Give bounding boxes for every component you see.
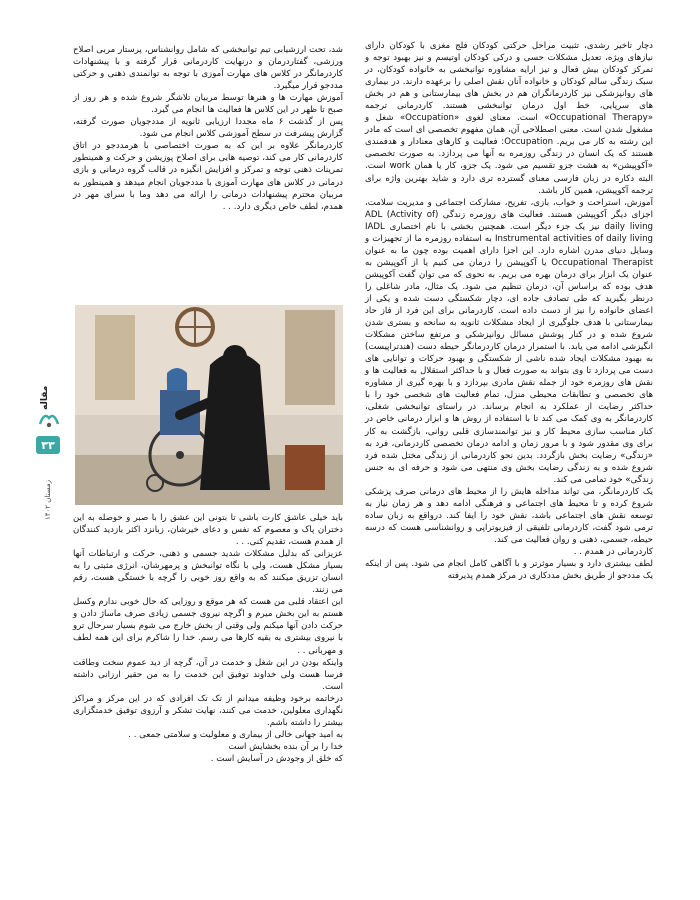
- paragraph: عزیزانی که بدلیل مشکلات شدید جسمی و ذهنی، حرکت و ارتباطات آنها بسیار مشکل هست، ولی با نگاه توانبخش و پرمهرشان، انرژی مثبتی را به انسان تزریق میکنند که به واقع روز خوبی را گرچه با خستگی هست، رقم می زنند.: [73, 549, 343, 596]
- paragraph: آموزش مهارت ها و هنرها توسط مربیان تلاشگر شروع شده و هر روز از صبح تا ظهر در این کلاس ها فعالیت ها انجام می گیرد.: [73, 93, 343, 116]
- article-left-top: [73, 44, 343, 213]
- paragraph: کاردرمانی در همدم . .: [573, 546, 653, 557]
- paragraph: خدا را بر آن بنده بخشایش است: [228, 741, 343, 752]
- paragraph: این اعتقاد قلبی من هست که هر موقع و روزایی که حال خوبی ندارم وکسل هستم به این بخش میرم و اگرچه نیروی جسمی زیادی صرف ماساژ دادن و حرکت دادن آنها میکنم ولی وقتی از بخش خارج می شوم بسیار سرحال ترو با نیروی بیشتری به بقیه کارها می رسم. خدا را شاکرم برای این همه لطف و مهربانی . .: [73, 597, 343, 656]
- paragraph: پس از گذشت ۶ ماه مجددا ارزیابی ثانویه از مددجویان صورت گرفته، گزارش پیشرفت در سطح آموزشی کلاس انجام می شود.: [73, 117, 343, 140]
- paragraph: درخاتمه برخود وظیفه میدانم از تک تک افرادی که در این مرکز و مراکز نگهداری معلولین، خدمت می کنند، نهایت تشکر و آرزوی توفیق خدمتگزاری بیشتر را داشته باشم.: [73, 693, 343, 728]
- paragraph: باید خیلی عاشق کارت باشی تا بتونی این عشق را با صبر و حوصله به این دختران پاک و معصوم که نفس و دعای خیرشان، زبانزد اکثر بازدید کنندگان از همدم هست، تقدیم کنی. . .: [73, 513, 343, 548]
- paragraph: کاردرمانگر علاوه بر این که به صورت اختصاصی با هرمددجو در اتاق کاردرمانی کار می کند، توصیه هایی برای اصلاح پوزیشن و حرکت و همینطور تمرینات ذهنی توجه و تمرکز و افزایش انگیزه در قالب گروه درمانی و بازی درمانی در کلاس های مهارت آموزی با مددجویان انجام میدهد و همینطور به مربیان محترم پیشنهادات درمانی را ارائه می دهد وما با سرای مهر در همدم، لطف خاص دیگری دارد. . .: [73, 141, 343, 212]
- paragraph: به امید جهانی خالی از بیماری و معلولیت و سلامتی جمعی . .: [128, 729, 343, 740]
- paragraph: واینکه بودن در این شغل و خدمت در آن، گرچه از دید عموم سخت وطاقت فرسا هست ولی خداوند توفیق این خدمت را به من حقیر ارزانی داشته است.: [73, 657, 343, 692]
- paragraph: شد، تحت ارزشیابی تیم توانبخشی که شامل روانشناس، پرستار مربی اصلاح ورزشی، گفتاردرمان و درنهایت کاردرمانی قرار گرفته و با پیشنهادات کاردرمانگر در کلاس های مهارت آموزی با توجه به توانمندی ذهنی و حرکتی مددجو قرار میگیرد.: [73, 45, 343, 92]
- page-sidebar: [34, 370, 64, 520]
- therapy-session-photo: [75, 305, 343, 505]
- issue-date: زمستان ۱۴۰۲: [44, 479, 52, 520]
- paragraph: دچار تاخیر رشدی، تثبیت مراحل حرکتی کودکان فلج مغزی با کودکان دارای نیازهای ویژه، تعدیل مشکلات حسی و درکی کودکان اوتیسم و نیز بهبود توجه و تمرکز کودکان بیش فعال و نیز ارایه مشاوره توانبخشی به خانواده کودکان، در سبک زندگی سالم کودکان و خانواده آنان نقش اصلی را برعهده دارند. در بیماری های روانپزشکی نیز کاردرمانگران هم در بخش های بیمارستانی و هم در بخش های سرپایی، خط اول درمان توانبخشی هستند. کاردرمانی ترجمه «Occupational Therapy» است. معنای لغوی «Occupation» شغل و مشغول شدن است. معنی اصطلاحی آن، همان مفهوم تخصصی ای است که مادر این رشته به کار می بریم. Occupation: فعالیت و کارهای معنادار و هدفمندی هستند که یک انسان در زندگی روزمره به آنها می پردازد. به صورت تخصصی «آکوپیشن» به هشت جزو تقسیم می شود. یک جزو، کار یا همان work است. البته دکاره در زبان فارسی معنای گسترده تری دارد و شاید بهترین واژه برای ترجمه آکوپیشن، همین کار باشد.: [365, 41, 653, 196]
- paragraph: که خلق از وجودش در آسایش است .: [210, 753, 343, 764]
- paragraph: لطف بیشتری دارد و بسیار موثرتر و با آگاهی کامل انجام می شود. پس از اینکه یک مددجو از طریق بخش مددکاری در مرکز همدم پذیرفته: [365, 559, 653, 582]
- article-left-bottom: [73, 512, 343, 765]
- photo-illustration: [75, 305, 343, 505]
- paragraph: یک کاردرمانگر، می تواند مداخله هایش را از محیط های درمانی صرف پزشکی شروع کرده و تا محیط های اجتماعی و فرهنگی ادامه دهد و هر زمان نیاز به توسعه نقش های اجتماعی باشد، نقش خود را ایفا کند. درواقع به زبان ساده ترمی شود گفت، کاردرمانی تلفیقی از فیزیوتراپی و روانشناسی هست که درسه حیطه، جسمی، ذهنی و روان فعالیت می کند.: [365, 486, 653, 545]
- hamdam-logo-icon: [38, 408, 60, 430]
- page-number-badge: ۳۳: [36, 436, 60, 454]
- article-right-column: [365, 40, 653, 582]
- paragraph: آموزش، استراحت و خواب، بازی، تفریح، مشارکت اجتماعی و مدیریت سلامت، اجزای دیگر آکوپیشن هستند. فعالیت های روزمره زندگی (ADL (Activity of daily living نیز یک جزء دیگر است. همچنین بخشی با نام اختصاری IADL Instrumental activities of daily living به استفاده روزمره ما از تجهیزات و وسایل دنیای مدرن اشاره دارد. این اجزا دارای اهمیت بوده چون ما به عنوان Occupational Therapist یا آکوپیشن را درمان می کنیم یا از آکوپیشن به عنوان یک ابزار برای درمان بهره می بریم. به نحوی که می توان گفت آکوپیشن هدف بوده که براساس آن، درمان تنظیم می شود. یک مثال، مادر شاغلی را درنظر بگیرید که طی تصادف جاده ای، دچار شکستگی دست شده و یکی از اعضای خانواده را نیز از دست داده است. کاردرمانی برای این فرد از فاز حاد بیمارستانی با هدف جلوگیری از ایجاد مشکلات ثانویه به سانحه و بستری شدن شروع شده و در کنار پوشش مسائل روانپزشکی و مرتفع ساختن مشکلات انگیزشی ادامه می یابد. با استمرار درمان کاردرمانگر حیطه دست (هندتراپیست) به بهبود مشکلات ایجاد شده ناشی از شکستگی و بهبود حرکات و توانایی های دست می پردازد تا وی بتواند به صورت فعال و با حداکثر استقلال به فعالیت ها و نقش های روزمره خود از جمله نقش مادری بپردازد و با بهره گیری از مشاوره های تخصصی و تطابقات محیطی منزل، تمام فعالیت های شخصی خود را با حداکثر رضایت از عملکرد به انجام برساند. در راستای توانبخشی شغلی، کاردرمانگر به وی کمک می کند تا با استفاده از روش ها و ابزار درمانی خاص در کنار مناسب سازی محیط کار و نیز توانمندسازی قلبی روانی، بازگشت به کار برای وی مقدور شود و با مرور زمان و ادامه درمان تخصصی کاردرمانی، فرد به «زندگی» رضایت بخش بازگردد. بدین نحو کاردرمانی از زندگی مختل شده فرد شروع شده و به زندگی رضایت بخش وی منتهی می شود و حرفه ای به جنس زندگی» خود تمامی می کند.: [365, 197, 653, 485]
- section-label: مقاله: [40, 385, 50, 410]
